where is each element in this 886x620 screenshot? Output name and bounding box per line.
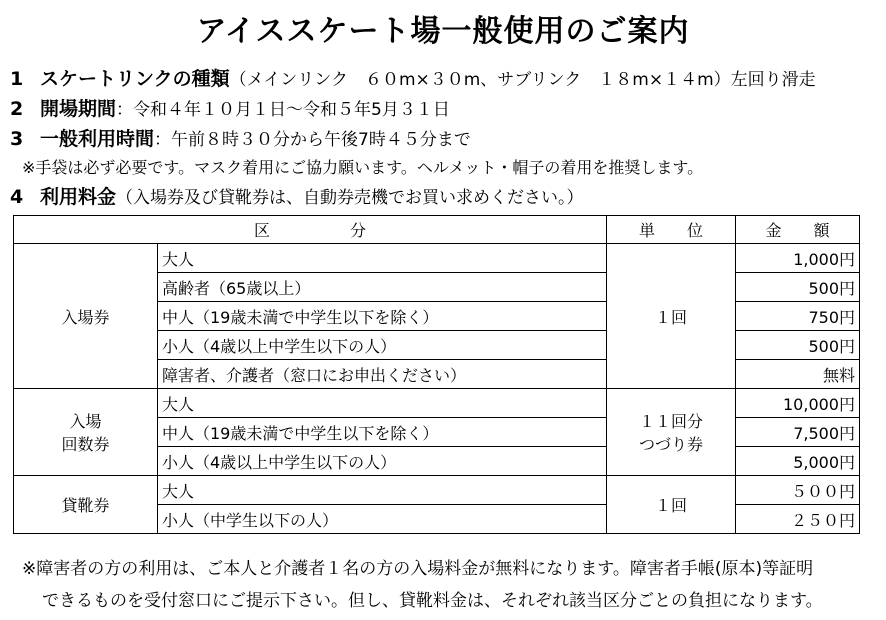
- subcategory-cell: 中人（19歳未満で中学生以下を除く）: [158, 418, 607, 447]
- subcategory-cell: 高齢者（65歳以上）: [158, 273, 607, 302]
- subcategory-cell: 大人: [158, 389, 607, 418]
- section-number: 1: [10, 68, 24, 90]
- section-number: 4: [10, 186, 24, 208]
- price-cell: 500円: [736, 273, 860, 302]
- price-cell: ５００円: [736, 476, 860, 505]
- subcategory-cell: 小人（中学生以下の人）: [158, 505, 607, 534]
- section-4: [10, 186, 584, 209]
- price-cell: 500円: [736, 331, 860, 360]
- price-cell: 7,500円: [736, 418, 860, 447]
- subcategory-cell: 障害者、介護者（窓口にお申出ください）: [158, 360, 607, 389]
- section-heading: 一般利用時間: [40, 128, 155, 150]
- subcategory-cell: 小人（4歳以上中学生以下の人）: [158, 447, 607, 476]
- section-2: [10, 98, 450, 121]
- section-detail: ：午前８時３０分から午後7時４５分まで: [154, 130, 471, 150]
- category-cell: 入場券: [14, 244, 158, 389]
- subcategory-cell: 大人: [158, 476, 607, 505]
- column-header-category: 区 分: [14, 216, 607, 244]
- table-row: [14, 476, 860, 505]
- section-heading: スケートリンクの種類: [40, 68, 230, 90]
- subcategory-cell: 小人（4歳以上中学生以下の人）: [158, 331, 607, 360]
- price-cell: ２５０円: [736, 505, 860, 534]
- subcategory-cell: 中人（19歳未満で中学生以下を除く）: [158, 302, 607, 331]
- section-number: 3: [10, 128, 24, 150]
- column-header-price: 金 額: [736, 216, 860, 244]
- column-header-unit: 単 位: [607, 216, 736, 244]
- price-cell: 無料: [736, 360, 860, 389]
- gloves-note: ※手袋は必ず必要です。マスク着用にご協力願います。ヘルメット・帽子の着用を推奨します。: [22, 158, 704, 177]
- fee-table: [13, 215, 860, 534]
- section-1: [10, 68, 816, 91]
- price-cell: 10,000円: [736, 389, 860, 418]
- price-cell: 1,000円: [736, 244, 860, 273]
- section-detail: （入場券及び貸靴券は、自動券売機でお買い求めください。）: [116, 188, 584, 208]
- section-heading: 利用料金: [40, 186, 117, 208]
- table-row: [14, 244, 860, 273]
- section-3: [10, 128, 471, 151]
- category-cell: 入場 回数券: [14, 389, 158, 476]
- subcategory-cell: 大人: [158, 244, 607, 273]
- unit-cell: １回: [607, 244, 736, 389]
- category-cell: 貸靴券: [14, 476, 158, 534]
- section-number: 2: [10, 98, 24, 120]
- section-detail: ：令和４年１０月１日～令和５年5月３１日: [116, 100, 450, 120]
- unit-cell: １回: [607, 476, 736, 534]
- section-detail: （メインリンク ６０m×３０m、サブリンク １８m×１４m）左回り滑走: [229, 70, 816, 90]
- footer-note-line-1: ※障害者の方の利用は、ご本人と介護者１名の方の入場料金が無料になります。障害者手帳(原本)等証明: [22, 559, 814, 579]
- table-header-row: [14, 216, 860, 244]
- unit-cell: １１回分 つづり券: [607, 389, 736, 476]
- footer-note-line-2: できるものを受付窓口にご提示下さい。但し、貸靴料金は、それぞれ該当区分ごとの負担になります。: [42, 591, 823, 611]
- table-row: [14, 389, 860, 418]
- page-title: アイススケート場一般使用のご案内: [196, 14, 690, 49]
- price-cell: 5,000円: [736, 447, 860, 476]
- section-heading: 開場期間: [40, 98, 117, 120]
- price-cell: 750円: [736, 302, 860, 331]
